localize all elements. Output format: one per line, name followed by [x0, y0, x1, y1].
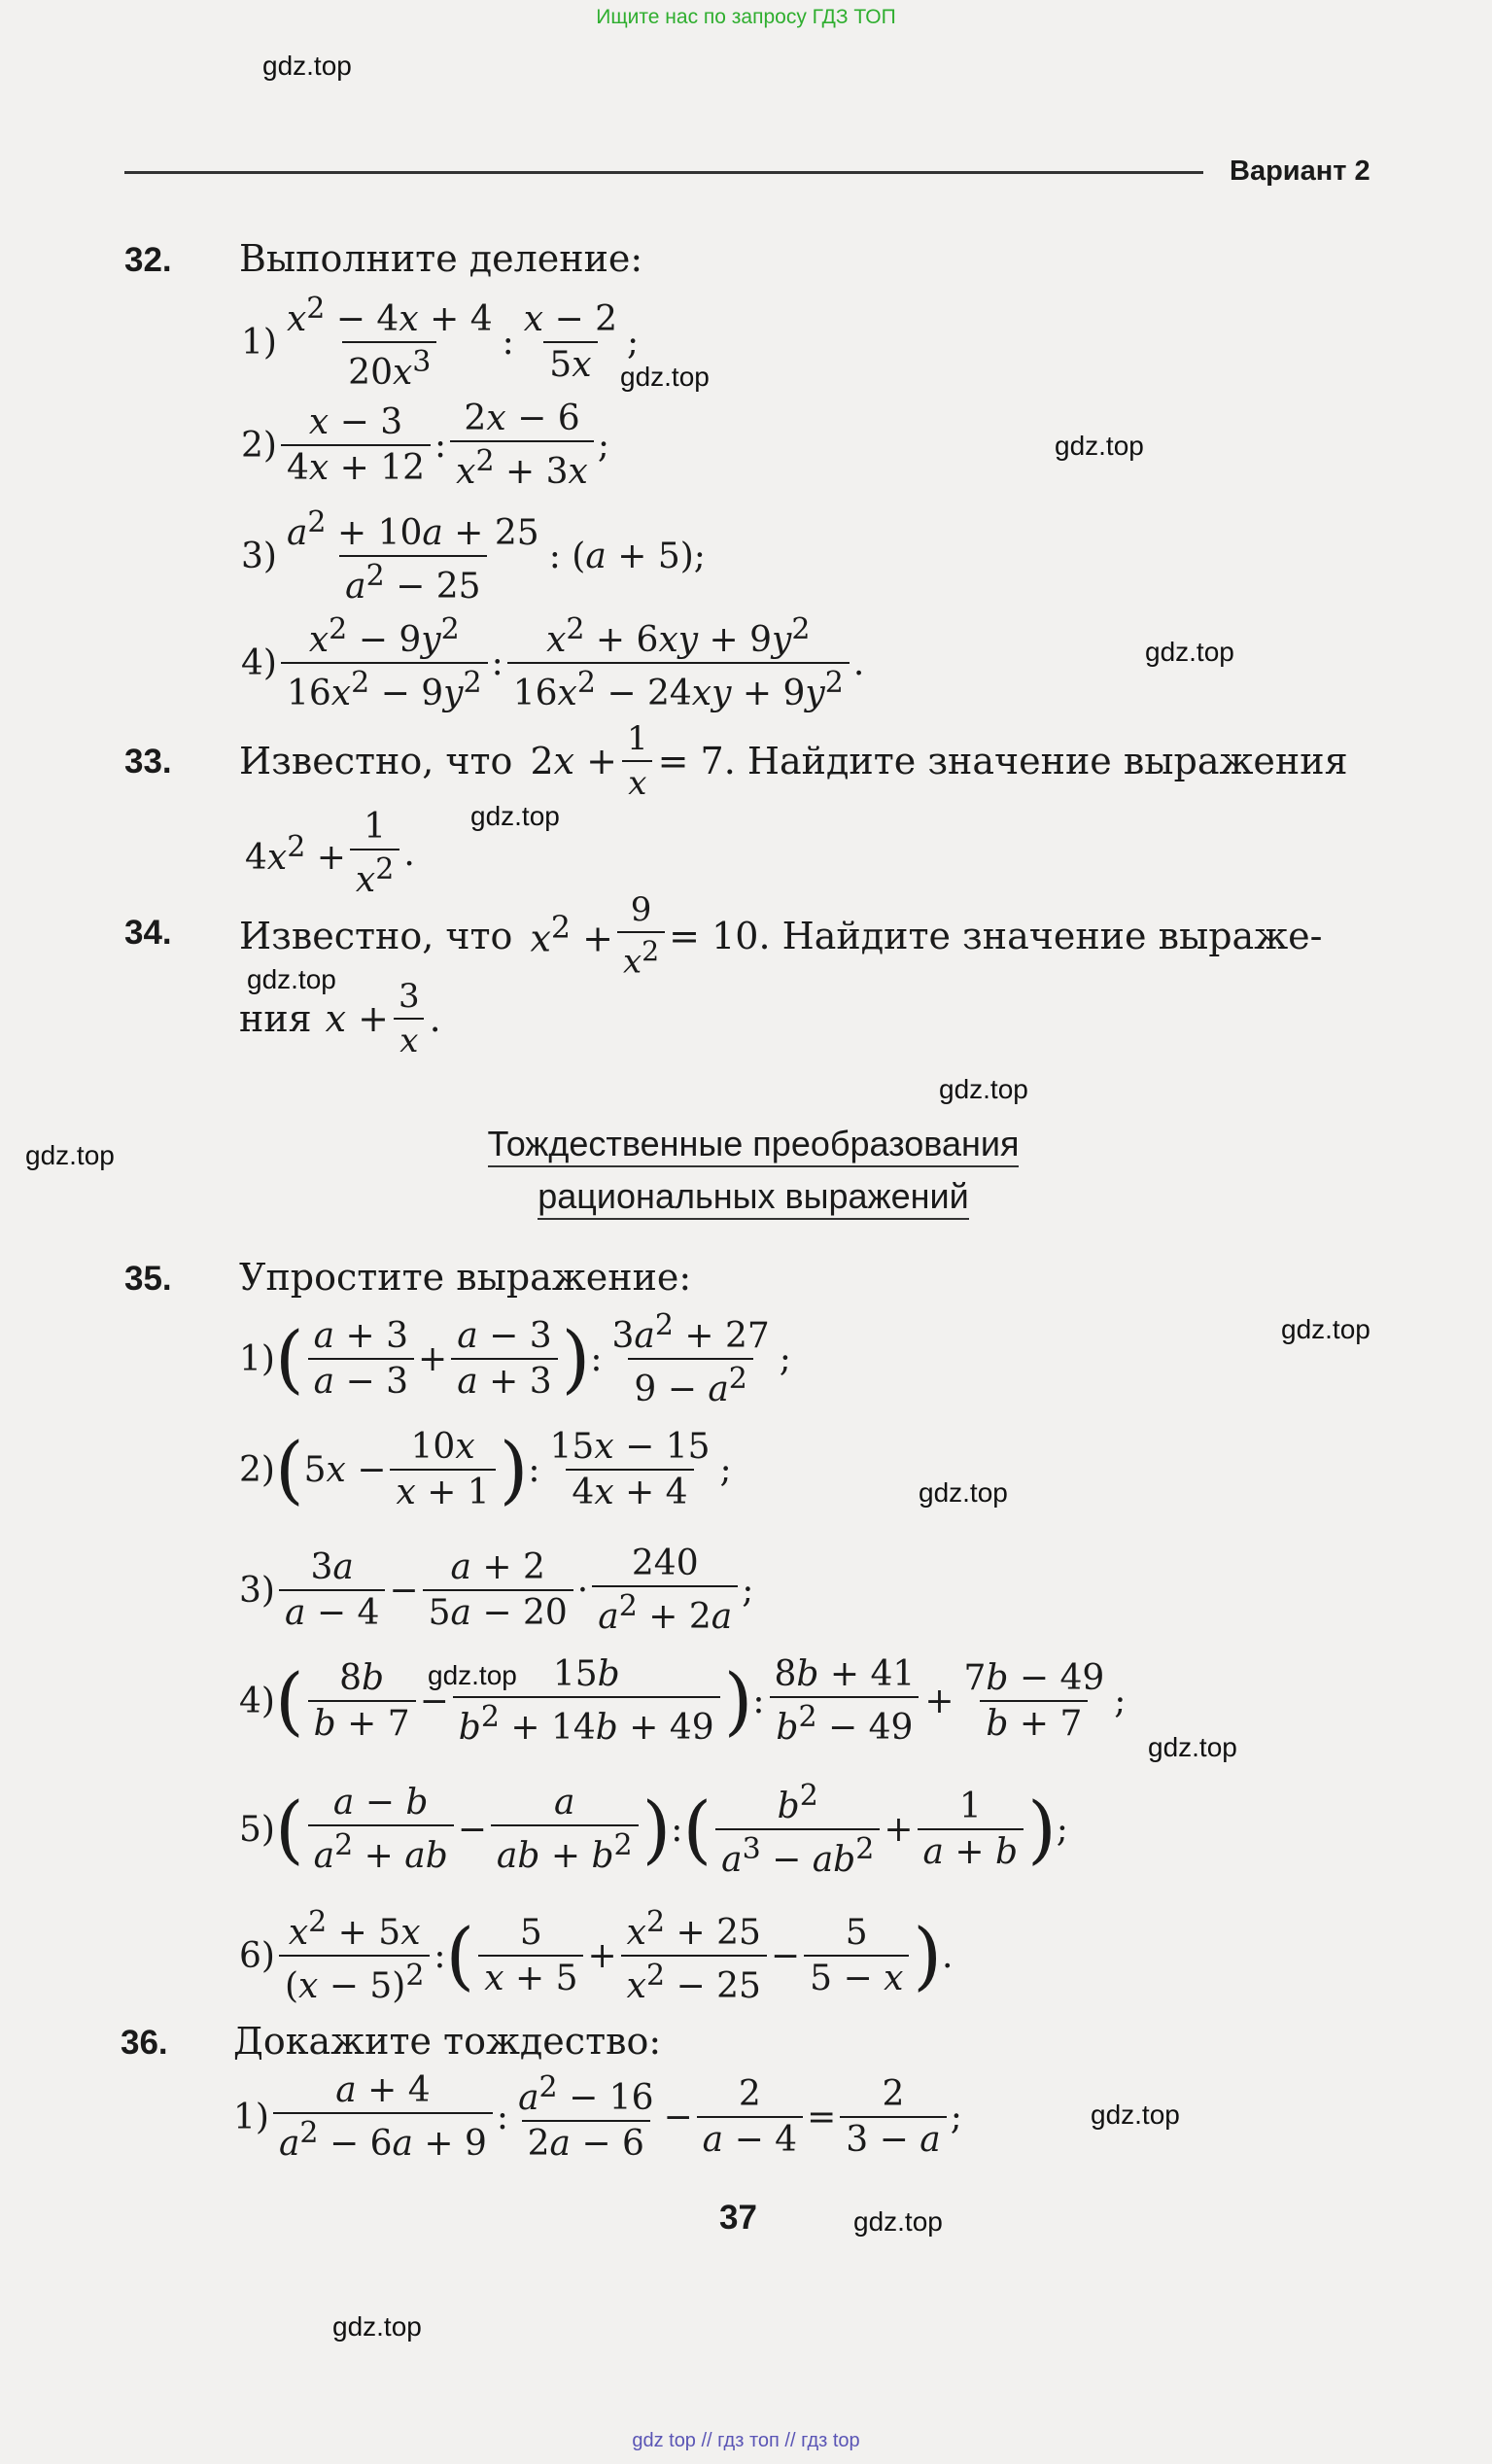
watermark: gdz.top — [620, 362, 710, 392]
watermark: gdz.top — [1055, 431, 1144, 461]
item-label: 2) — [241, 425, 277, 466]
expression-36-1: 1) $\frac{a + 4}{a^2 - 6a + 9}$ : $\frac{a^2 - 16}{2a - 6}$ − $\frac{2}{a - 4}$ = $\frac{2}{3 - a}$ ; — [233, 2070, 962, 2164]
item-label: 4) — [239, 1681, 275, 1721]
problem-task: Упростите выражение: — [239, 1256, 692, 1299]
item-label: 1) — [233, 2097, 269, 2137]
problem-34-text: Известно, что $x^2$ + $\frac{9}{x^2}$ = 10. Найдите значение выраже- — [239, 890, 1323, 982]
problem-number: 34. — [124, 914, 172, 952]
watermark: gdz.top — [1281, 1314, 1371, 1344]
variant-label: Вариант 2 — [1230, 156, 1371, 187]
page-number: 37 — [719, 2199, 757, 2237]
problem-33-expression: $4x^2$ + $\frac{1}{x^2}$ . — [245, 807, 415, 900]
problem-task: Докажите тождество: — [233, 2020, 662, 2063]
top-link[interactable]: Ищите нас по запросу ГДЗ ТОП — [596, 6, 896, 28]
expression-35-3: 3) $\frac{3a}{a - 4}$ − $\frac{a + 2}{5a - 20}$ · $\frac{240}{a^2 + 2a}$ ; — [239, 1544, 754, 1637]
expression-35-5: 5) ( $\frac{a - b}{a^2 + ab}$ − $\frac{a}{ab + b^2}$ ) : ( $\frac{b^2}{a^3 - ab^2}$ + $\frac{1}{a + b}$ ) ; — [239, 1779, 1068, 1880]
problem-number: 32. — [124, 241, 172, 279]
watermark: gdz.top — [247, 964, 336, 994]
item-label: 1) — [239, 1338, 275, 1379]
watermark: gdz.top — [1145, 637, 1234, 667]
problem-number: 36. — [121, 2024, 168, 2062]
watermark: gdz.top — [1091, 2100, 1180, 2130]
item-label: 4) — [241, 642, 277, 683]
watermark: gdz.top — [1148, 1732, 1237, 1762]
problem-number: 35. — [124, 1260, 172, 1298]
problem-number: 33. — [124, 743, 172, 781]
item-label: 6) — [239, 1935, 275, 1976]
expression-35-4: 4) ( $\frac{8b}{b + 7}$ − $\frac{15b}{b^2 + 14b + 49}$ ) : $\frac{8b + 41}{b^2 - 49}$ + $\frac{7b - 49}{b + 7}$ ; — [239, 1654, 1127, 1748]
item-label: 3) — [239, 1570, 275, 1611]
watermark: gdz.top — [853, 2206, 943, 2237]
watermark: gdz.top — [262, 51, 352, 81]
problem-33-text: Известно, что 2x + $\frac{1}{x}$ = 7. Найдите значение выражения — [239, 719, 1348, 803]
expression-32-1: 1) $\frac{x^2 - 4x + 4}{20x^3}$ : $\frac{x - 2}{5x}$ ; — [241, 292, 640, 393]
watermark: gdz.top — [470, 801, 560, 831]
header-rule — [124, 171, 1203, 174]
problem-34-line2: ния x + $\frac{3}{x}$ . — [239, 977, 441, 1060]
item-label: 5) — [239, 1809, 275, 1850]
expression-32-2: 2) $\frac{x - 3}{4x + 12}$ : $\frac{2x - 6}{x^2 + 3x}$ ; — [241, 399, 609, 492]
item-label: 2) — [239, 1449, 275, 1490]
expression-32-4: 4) $\frac{x^2 - 9y^2}{16x^2 - 9y^2}$ : $\frac{x^2 + 6xy + 9y^2}{16x^2 - 24xy + 9y^2}$ . — [241, 612, 865, 713]
watermark: gdz.top — [25, 1140, 115, 1170]
expression-32-3: 3) $\frac{a^2 + 10a + 25}{a^2 - 25}$ : (a + 5); — [241, 505, 706, 607]
problem-task: Выполните деление: — [239, 237, 643, 280]
item-label: 3) — [241, 536, 277, 576]
section-heading: рациональных выражений — [340, 1176, 1166, 1217]
expression-35-2: 2) ( 5x − $\frac{10x}{x + 1}$ ) : $\frac{15x - 15}{4x + 4}$ ; — [239, 1425, 732, 1512]
item-label: 1) — [241, 322, 277, 363]
watermark: gdz.top — [919, 1477, 1008, 1508]
watermark: gdz.top — [939, 1074, 1028, 1104]
bottom-link[interactable]: gdz top // гдз топ // гдз top — [632, 2430, 860, 2451]
watermark: gdz.top — [332, 2311, 422, 2342]
section-heading: Тождественные преобразования — [340, 1124, 1166, 1164]
expression-35-1: 1) ( $\frac{a + 3}{a - 3}$ + $\frac{a - 3}{a + 3}$ ) : $\frac{3a^2 + 27}{9 - a^2}$ ; — [239, 1308, 791, 1409]
expression-35-6: 6) $\frac{x^2 + 5x}{(x - 5)^2}$ : ( $\frac{5}{x + 5}$ + $\frac{x^2 + 25}{x^2 - 25}$ − $\frac{5}{5 - x}$ ) . — [239, 1905, 954, 2006]
watermark: gdz.top — [428, 1660, 517, 1690]
